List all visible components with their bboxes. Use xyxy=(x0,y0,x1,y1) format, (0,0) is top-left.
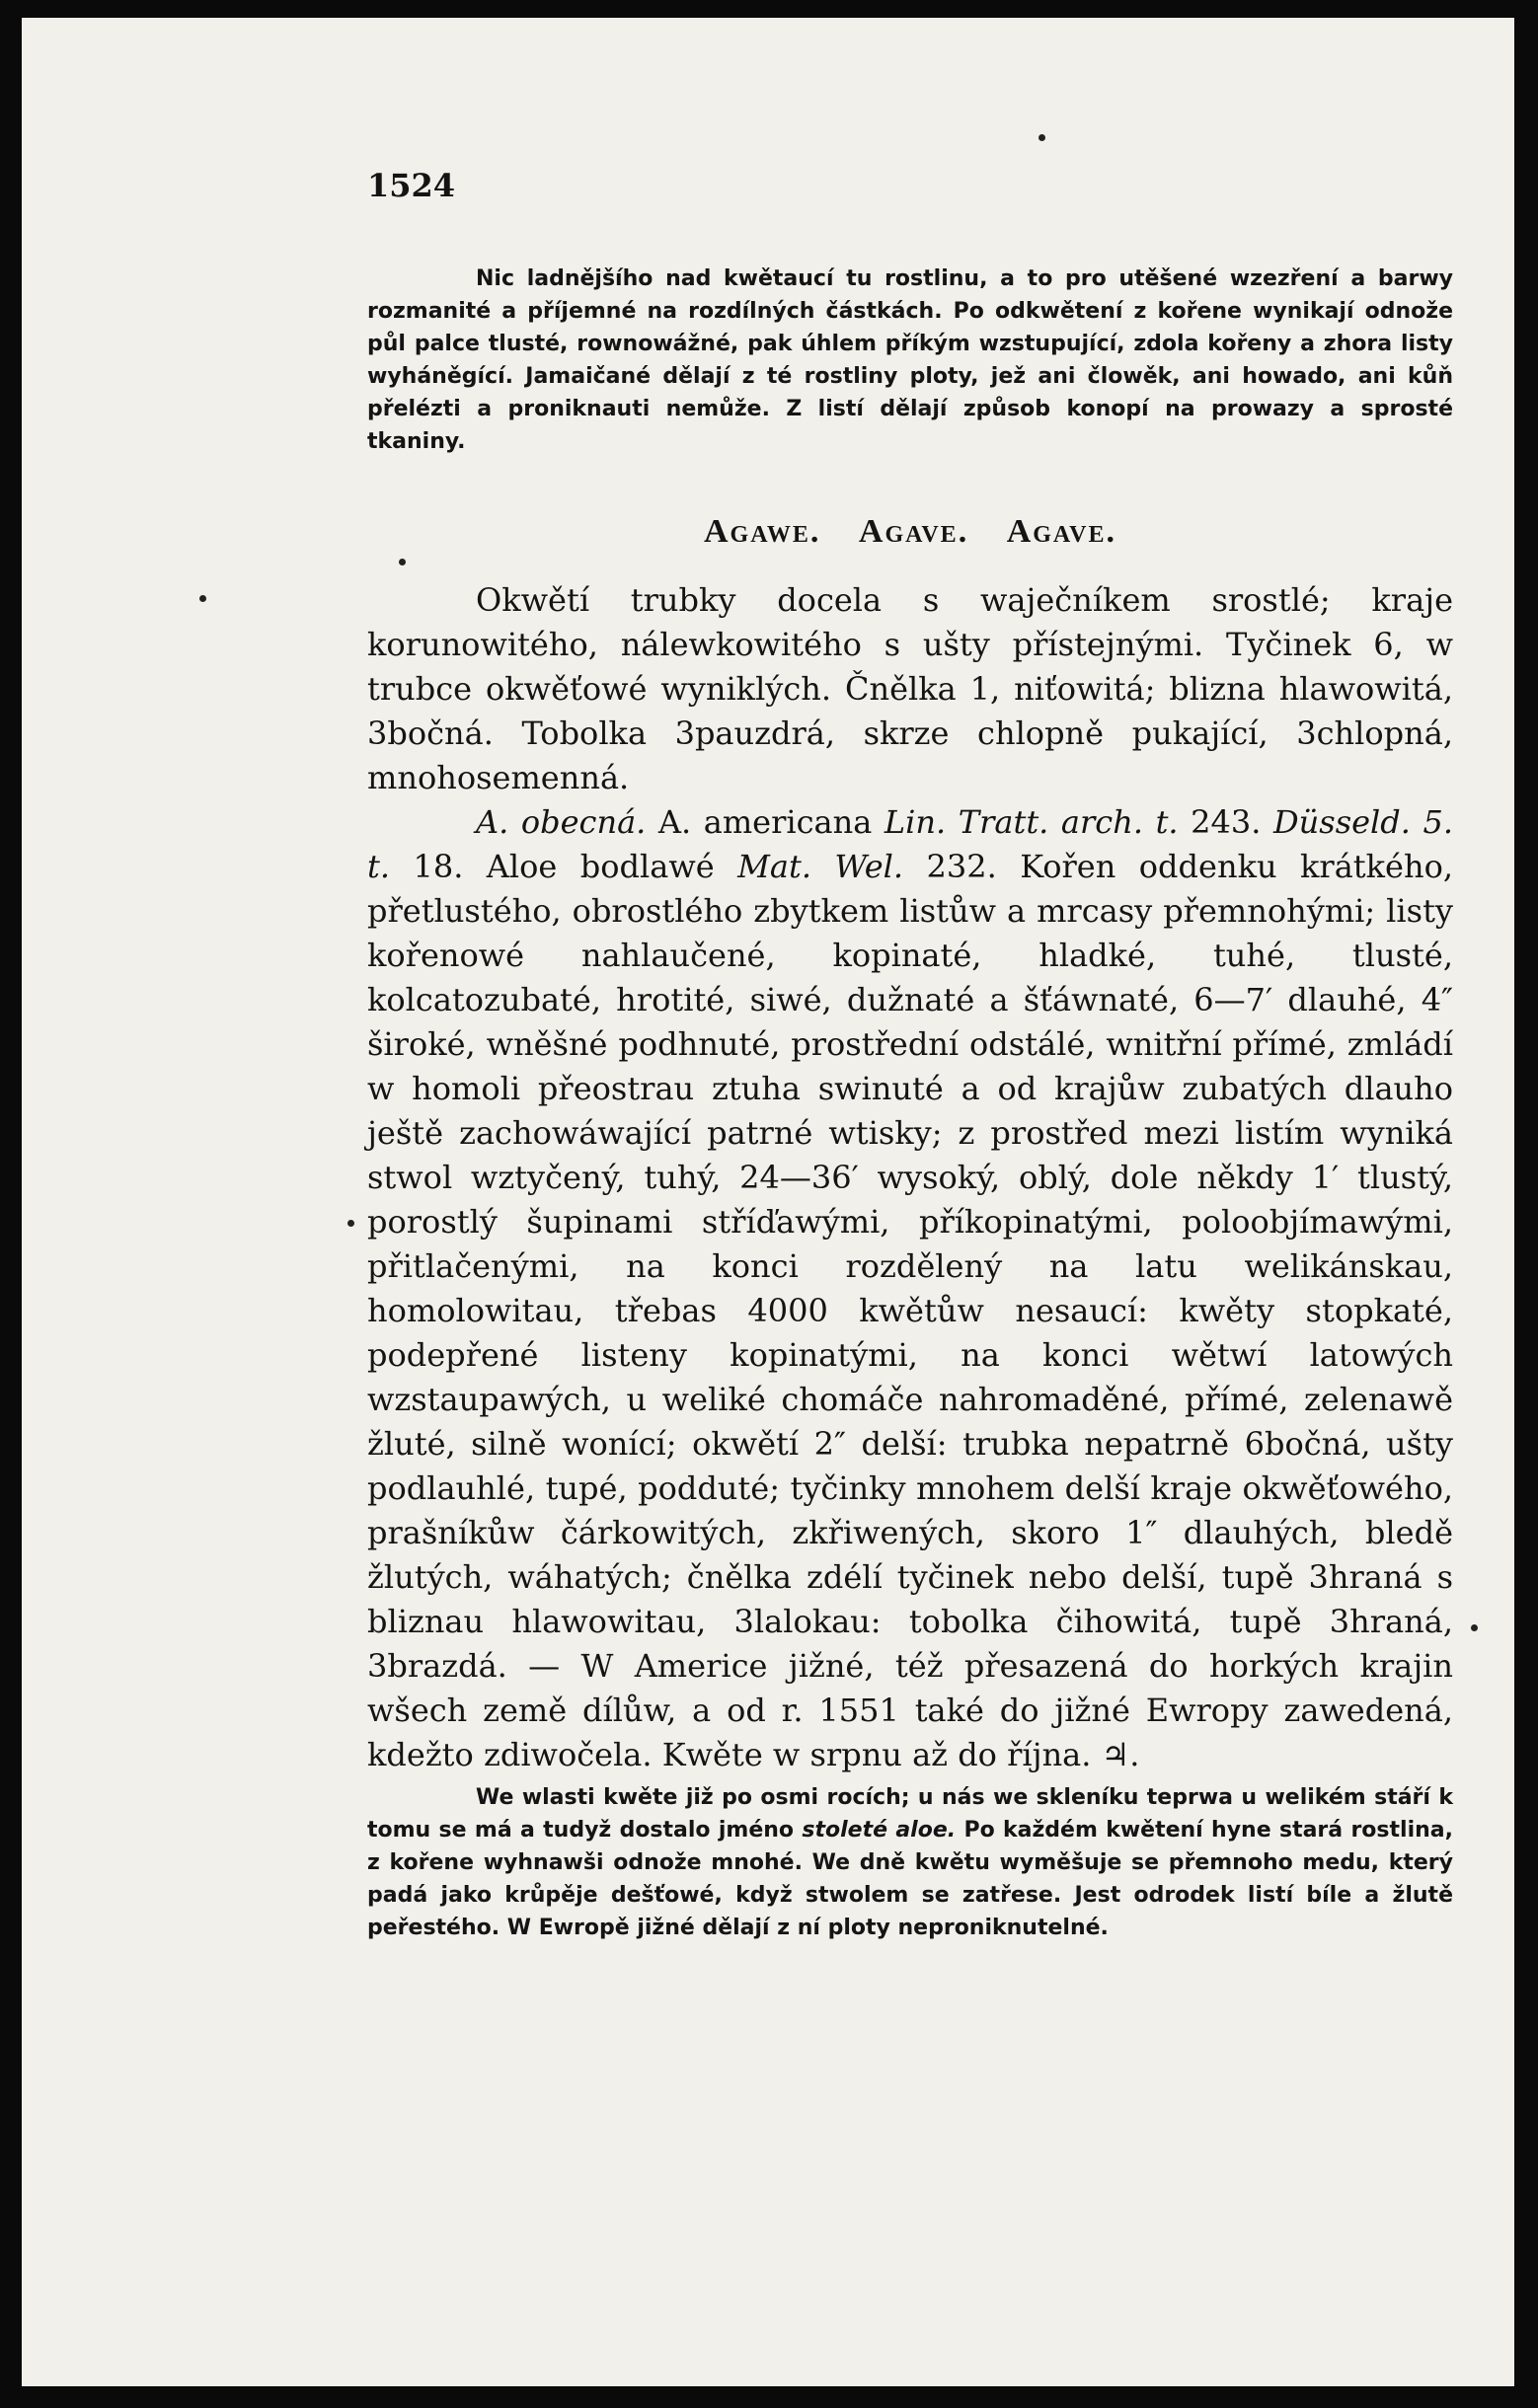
genus-name-latin: Agave. xyxy=(858,513,969,550)
species-description xyxy=(367,800,1453,1777)
print-speck xyxy=(1038,134,1045,141)
page-content xyxy=(367,166,1453,1944)
species-body: 232. Kořen oddenku krátkého, přetlustého, obrostlého zbytkem listůw a mrcasy přemnohými; listy kořenowé nahlaučené, kopinaté, hladké, tuhé, tlusté, kolcatozubaté, hrotité, siwé, dužnaté a šťáwnaté, 6—7′ dlauhé, 4″ široké, wněšné podhnuté, prostřední odstálé, wnitřní přímé, zmládí w homoli přeostrau ztuha swinuté a od krajůw zubatých dlauho ještě zachowáwající patrné wtisky; z prostřed mezi listím wyniká stwol wztyčený, tuhý, 24—36′ wysoký, oblý, dole někdy 1′ tlustý, porostlý šupinami stříďawými, příkopinatými, poloobjímawými, přitlačenými, na konci rozdělený na latu welikánskau, homolowitau, třebas 4000 kwětůw nesaucí: kwěty stopkaté, podepřené listeny kopinatými, na konci wětwí latowých wzstaupawých, u weliké chomáče nahromaděné, přímé, zelenawě žluté, silně wonící; okwětí 2″ delší: trubka nepatrně 6bočná, ušty podlauhlé, tupé, podduté; tyčinky mnohem delší kraje okwěťowého, prašníkůw čárkowitých, zkřiwených, skoro 1″ dlauhých, bledě žlutých, wáhatých; čnělka zdélí tyčinek nebo delší, tupě 3hraná s bliznau hlawowitau, 3lalokau: tobolka čihowitá, tupě 3hraná, 3brazdá. — W Americe jižné, též přesazená do horkých krajin wšech země dílůw, a od r. 1551 také do jižné Ewropy zawedená, kdežto zdiwočela. Kwěte w srpnu až do října. ♃. xyxy=(367,848,1454,1773)
note-part-2: Po každém kwětení hyne stará rostlina, z kořene wyhnawši odnože mnohé. We dně kwětu wyměšuje se přemnoho medu, který padá jako krůpěje dešťowé, když stwolem se zatřese. Jest odrodek listí bíle a žlutě peřestého. W Ewropě jižné dělají z ní ploty neproniknutelné. xyxy=(367,1818,1453,1940)
species-ref-mat: Mat. Wel. xyxy=(737,848,904,885)
intro-paragraph: Nic ladnějšího nad kwětaucí tu rostlinu, a to pro utěšené wzezření a barwy rozmanité a příjemné na rozdílných částkách. Po odkwětení z kořene wynikají odnože půl palce tlusté, rownowážné, pak úhlem příkým wzstupující, zdola kořeny a zhora listy wyháněgící. Jamaičané dělají z té rostliny ploty, jež ani člowěk, ani howado, ani kůň přelézti a proniknauti nemůže. Z listí dělají způsob konopí na prowazy a sprosté tkaniny. xyxy=(367,266,1453,454)
species-ref-2: 243. xyxy=(1178,803,1273,841)
note-part-1: We wlasti kwěte již po osmi rocích; u nás we skleníku teprwa u welikém stáří k tomu se má a tudyž dostalo jméno xyxy=(367,1785,1453,1843)
page-number: 1524 xyxy=(367,167,456,204)
genus-name-german: Agave. xyxy=(1006,513,1117,550)
note-paragraph xyxy=(367,1781,1453,1944)
genus-name-czech: Agawe. xyxy=(703,513,821,550)
print-speck xyxy=(1471,1624,1478,1631)
print-speck xyxy=(199,595,206,602)
species-ref-dusseld: Düsseld. 5. t. xyxy=(367,803,1454,885)
note-emphasis: stoleté aloe. xyxy=(802,1818,957,1843)
species-name: A. obecná. xyxy=(476,803,647,841)
print-speck xyxy=(347,1220,354,1227)
book-page xyxy=(22,18,1514,2386)
genus-description: Okwětí trubky docela s waječníkem srostlé; kraje korunowitého, nálewkowitého s ušty přístejnými. Tyčinek 6, w trubce okwěťowé wyniklých. Čnělka 1, niťowitá; blizna hlawowitá, 3bočná. Tobolka 3pauzdrá, skrze chlopně pukající, 3chlopná, mnohosemenná. xyxy=(367,581,1453,796)
species-ref-3: 18. Aloe bodlawé xyxy=(390,848,738,885)
species-ref-lin: Lin. Tratt. arch. t. xyxy=(884,803,1179,841)
genus-heading xyxy=(367,513,1453,551)
species-ref-1: A. americana xyxy=(646,803,884,841)
